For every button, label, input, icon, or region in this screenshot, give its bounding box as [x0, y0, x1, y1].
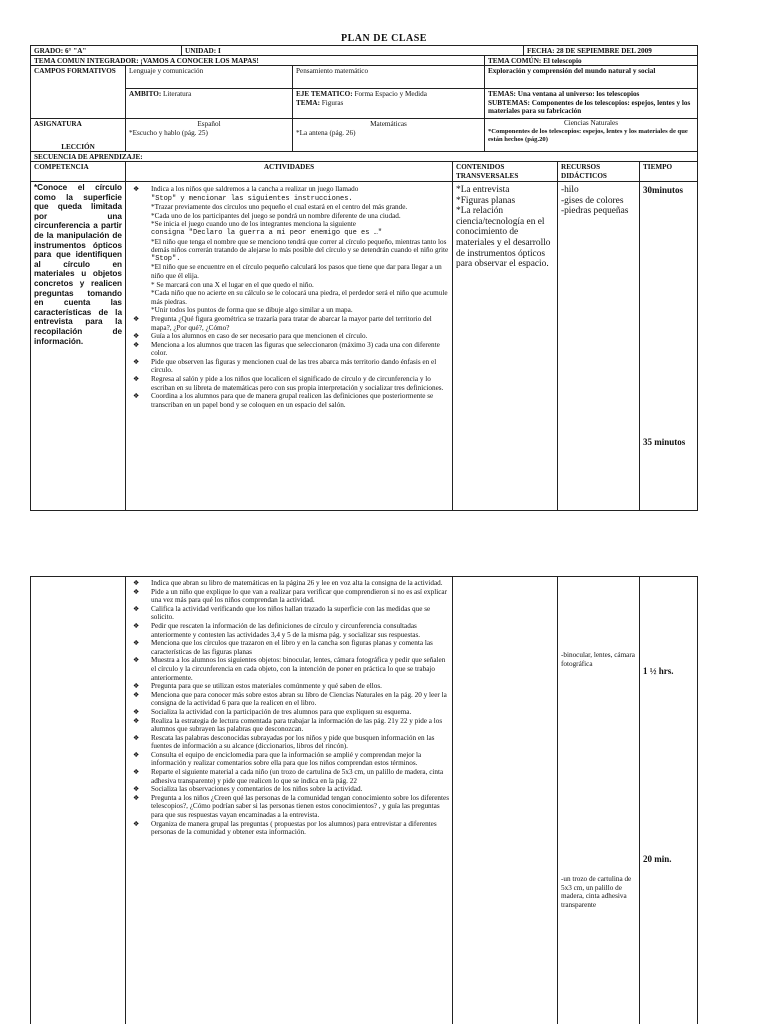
col-contenidos: CONTENIDOS TRANSVERSALES: [452, 161, 558, 182]
espanol-title: Español: [197, 120, 221, 128]
campo-lenguaje: Lenguaje y comunicación: [125, 65, 293, 89]
col-recursos: RECURSOS DIDÁCTICOS: [557, 161, 640, 182]
list-item: ❖ Realiza la estrategia de lectura comentada para trabajar la información de las pág. 21y 22 y pide a los alumnos que subrayen las palabras que desconozcan.: [129, 717, 449, 734]
list-item: ❖ Pide a un niño que explique lo que van a realizar para verificar que comprendieron si no es así explicar una vez más para qué los niños comprendan la actividad.: [129, 588, 449, 605]
list-item: *El niño que tenga el nombre que se menciono tendrá que correr al círculo pequeño, mientras tanto los demás niños correrán tratando de alejarse lo más posible del círculo y se detendrán cuando el niño grite: [151, 237, 449, 255]
ambito-label: AMBITO:: [129, 90, 162, 98]
list-item: ❖ Reparte el siguiente material a cada niño (un trozo de cartulina de 5x3 cm, un palillo de madera, cinta adhesiva transparente) y pide que realicen lo que se indica en la pág. 22: [129, 768, 449, 785]
campos-label: CAMPOS FORMATIVOS: [30, 65, 126, 119]
list-item: ❖ Consulta el equipo de enciclomedia para que la información se amplié y comprendan mejor la información y realizar comentarios sobre ella para que los niños comprendan estos términos.: [129, 751, 449, 768]
campo-exploracion: Exploración y comprensión del mundo natural y social: [484, 65, 698, 89]
page-title: PLAN DE CLASE: [341, 33, 427, 44]
list-item: *Figuras planas: [456, 195, 516, 206]
temas-cell: [484, 88, 698, 119]
list-item: -piedras pequeñas: [561, 206, 629, 217]
espanol-cell: [125, 118, 293, 152]
ciencias-cell: [484, 118, 698, 152]
contenidos-cell-1: [452, 181, 558, 511]
list-item: *Cada uno de los participantes del juego se pondrá un nombre diferente de una ciudad.: [151, 211, 401, 220]
ambito-value: Literatura: [163, 90, 192, 98]
tiempo-cell-1: [639, 181, 698, 511]
handwritten-note: consigna "Declaro la guerra a mi peor enemigo que es …": [151, 228, 383, 237]
tema-integrador-cell: TEMA COMUN INTEGRADOR: ¡VAMOS A CONOCER LOS MAPAS!: [30, 55, 485, 66]
asignatura-label: ASIGNATURA: [34, 120, 82, 128]
recursos-cell-2: [557, 576, 640, 1024]
list-item: -hilo: [561, 185, 579, 195]
list-item: *Unir todos los puntos de forma que se dibuje algo similar a un mapa.: [151, 306, 353, 315]
tiempo-value: 1 ½ hrs.: [643, 666, 674, 676]
list-item: ❖ Indica a los niños que saldremos a la cancha a realizar un juego llamado "Stop" y mencionar las siguientes instrucciones.: [129, 185, 449, 203]
eje-label: EJE TEMATICO:: [296, 90, 353, 98]
secuencia-label: SECUENCIA DE APRENDIZAJE:: [30, 151, 698, 162]
campo-pensamiento: Pensamiento matemático: [292, 65, 485, 89]
ciencias-title: Ciencias Naturales: [563, 119, 619, 127]
subtemas-label: SUBTEMAS:: [488, 98, 530, 107]
contenidos-cell-2: [452, 576, 558, 1024]
unidad-cell: UNIDAD: I: [181, 45, 524, 56]
tema-label: TEMA:: [296, 98, 320, 107]
list-item: ❖ Menciona a los alumnos que tracen las figuras que seleccionaron (máximo 3) cada una con diferente color.: [129, 341, 449, 358]
col-actividades: ACTIVIDADES: [125, 161, 453, 182]
list-item: ❖ Pregunta ¿Qué figura geométrica se trazaría para tratar de abarcar la mayor parte del territorio del mapa?, ¿Por qué?, ¿Cómo?: [129, 315, 449, 332]
list-item: ❖ Pedir que rescaten la información de las definiciones de círculo y circunferencia consultadas anteriormente y contesten las actividades 3,4 y 5 de la misma pág. y socializar sus respuestas.: [129, 622, 449, 639]
list-item: *El niño que se encuentre en el círculo pequeño calculará los pasos que tiene que dar para llegar a un niño que él elija.: [151, 263, 442, 280]
subtemas-value: Componentes de los telescopios: espejos, lentes y los materiales para su fabricación: [488, 98, 691, 116]
espanol-leccion: *Escucho y hablo (pág. 25): [129, 128, 208, 137]
recursos-cell-1: [557, 181, 640, 511]
list-item: -binocular, lentes, cámara fotográfica: [561, 651, 635, 668]
matematicas-title: Matemáticas: [370, 120, 407, 128]
competencia-text: *Conoce el círculo como la superficie que queda limitada por una circunferencia a partir de la manipulación de instrumentos ópticos para que identifiquen al círculo en materiales u objetos concretos y realicen preguntas tomando en cuenta las características de la entrevista para la recopilación de información.: [30, 181, 126, 511]
list-item: *La relación ciencia/tecnología en el conocimiento de materiales y el desarrollo de instrumentos ópticos para observar el espacio.: [456, 206, 551, 270]
list-item: ❖ Organiza de manera grupal las preguntas ( propuestas por los alumnos) para entrevistar a diferentes personas de la comunidad y obtener esta información.: [129, 820, 449, 837]
matematicas-cell: [292, 118, 485, 152]
competencia-cell-2: [30, 576, 126, 1024]
col-tiempo: TIEMPO: [639, 161, 698, 182]
tiempo-cell-2: [639, 576, 698, 1024]
ambito-cell: [125, 88, 293, 119]
tema-value: Figuras: [321, 98, 344, 107]
list-item: ❖ Pregunta para que se utilizan estos materiales comúnmente y qué saben de ellos.: [129, 682, 449, 691]
eje-cell: [292, 88, 485, 119]
list-item: ❖ Coordina a los alumnos para que de manera grupal realicen las definiciones que posteriormente se transcriban en un papel bond y se coloquen en un espacio del salón.: [129, 392, 449, 409]
list-item: -gises de colores: [561, 195, 624, 206]
activities-cell-1: [125, 181, 453, 511]
asignatura-cell: [30, 118, 126, 152]
tema-comun-cell: TEMA COMÚN: El telescopio: [484, 55, 698, 66]
list-item: ❖ Califica la actividad verificando que los niños hallan trazado la superficie con las medidas que se solicito.: [129, 605, 449, 622]
handwritten-note: "Stop".: [151, 254, 181, 263]
tiempo-value: 35 minutos: [643, 437, 686, 447]
fecha-cell: FECHA: 28 DE SEPIEMBRE DEL 2009: [523, 45, 698, 56]
list-item: ❖ Menciona que los círculos que trazaron en el libro y en la cancha son figuras planas y comenta las características de las figuras planas: [129, 639, 449, 656]
eje-value: Forma Espacio y Medida: [354, 90, 427, 98]
list-item: ❖ Pide que observen las figuras y mencionen cual de las tres abarca más territorio dando énfasis en el círculo.: [129, 358, 449, 375]
list-item: *Cada niño que no acierte en su cálculo se le colocará una piedra, el perdedor será el niño que acumule más piedras.: [151, 289, 448, 306]
list-item: * Se marcará con una X el lugar en el que quedo el niño.: [151, 280, 314, 289]
temas-label: TEMAS:: [488, 90, 516, 98]
handwritten-note: "Stop" y mencionar las siguientes instrucciones.: [151, 194, 353, 203]
list-item: *Se inicia el juego cuando uno de los integrantes menciona la siguiente: [151, 220, 356, 229]
matematicas-leccion: *La antena (pág. 26): [296, 128, 356, 137]
list-item: ❖ Guía a los alumnos en caso de ser necesario para que mencionen el círculo.: [129, 332, 449, 341]
list-item: *Trazar previamente dos círculos uno pequeño el cual estará en el centro del más grande.: [151, 203, 408, 212]
grado-cell: GRADO: 6° "A": [30, 45, 182, 56]
temas-value: Una ventana al universo: los telescopios: [517, 90, 640, 98]
activities-cell-2: [125, 576, 453, 1024]
leccion-label: LECCIÓN: [61, 142, 95, 151]
ciencias-leccion: *Componentes de los telescopios: espejos, lentes y los materiales de que están hechos (pág.20): [488, 127, 688, 143]
list-item: ❖ Socializa las observaciones y comentarios de los niños sobre la actividad.: [129, 785, 449, 794]
list-item: ❖ Rescata las palabras desconocidas subrayadas por los niños y pide que busquen información en las fuentes de información a su alcance (diccionarios, libros del rincón).: [129, 734, 449, 751]
list-item: *La entrevista: [456, 185, 510, 195]
list-item: -un trozo de cartulina de 5x3 cm, un palillo de madera, cinta adhesiva transparente: [561, 875, 632, 909]
list-item: ❖ Socializa la actividad con la participación de tres alumnos para que expliquen su esquema.: [129, 708, 449, 717]
col-competencia: COMPETENCIA: [30, 161, 126, 182]
tiempo-value: 30minutos: [643, 185, 684, 195]
list-item: ❖ Regresa al salón y pide a los niños que localicen el significado de círculo y de circunferencia y lo escriban en su libreta de matemáticas pero con sus propia interpretación y socializar tres definiciones.: [129, 375, 449, 392]
list-item: ❖ Menciona que para conocer más sobre estos abran su libro de Ciencias Naturales en la pág. 20 y leer la consigna de la actividad 6 para que la realicen en el libro.: [129, 691, 449, 708]
list-item: ❖ Muestra a los alumnos los siguientes objetos: binocular, lentes, cámara fotográfica y pedir que señalen el círculo y la circunferencia en cada objeto, con la intención de poner en práctica lo que se trabajo anteriormente.: [129, 656, 449, 682]
list-item: ❖ Pregunta a los niños ¿Creen qué las personas de la comunidad tengan conocimiento sobre los diferentes telescopios?, ¿Cómo podrían saber si las personas tienen estos conocimientos? , y guía las preguntas para que sus respuestas vayan encaminadas a la entrevista.: [129, 794, 449, 820]
list-item: ❖ Indica que abran su libro de matemáticas en la página 26 y lee en voz alta la consigna de la actividad.: [129, 579, 449, 588]
tiempo-value: 20 min.: [643, 854, 672, 864]
